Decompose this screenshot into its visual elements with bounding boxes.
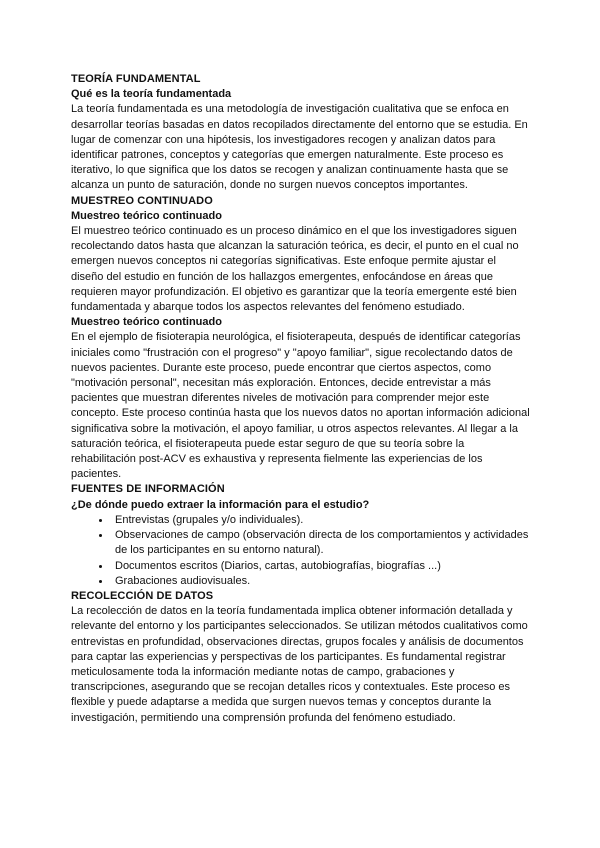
- paragraph-ejemplo-fisioterapia: En el ejemplo de fisioterapia neurológica, el fisioterapeuta, después de identificar categorías iniciales como "frustración con el progreso" y "apoyo familiar", sigue recolectando datos de nuevos pacientes. Durante este proceso, puede encontrar que ciertos aspectos, como "motivación personal", necesitan más exploración. Entonces, decide entrevistar a más pacientes que muestran diferentes niveles de motivación para comprender mejor este concepto. Este proceso continúa hasta que los nuevos datos no aportan información adicional significativa sobre la motivación, el apoyo familiar, u otros aspectos relevantes. Al llegar a la saturación teórica, el fisioterapeuta puede estar seguro de que su teoría sobre la rehabilitación post-ACV es exhaustiva y representa fielmente las experiencias de los pacientes.: [71, 331, 530, 481]
- section-subtitle-fuentes: ¿De dónde puedo extraer la información para el estudio?: [71, 498, 370, 511]
- list-item: • Documentos escritos (Diarios, cartas, autobiografías, biografías ...): [111, 559, 531, 574]
- section-subtitle-muestreo-teorico: Muestreo teórico continuado: [71, 209, 222, 222]
- paragraph-muestreo-teorico: El muestreo teórico continuado es un proceso dinámico en el que los investigadores siguen recolectando datos hasta que alcanzan la saturación teórica, es decir, el punto en el cual no emergen nuevos conceptos ni categorías significativas. Este enfoque permite ajustar el diseño del estudio en función de los hallazgos emergentes, enfocándose en áreas que requieren mayor profundización. El objetivo es garantizar que la teoría emergente esté bien fundamentada y abarque todos los aspectos relevantes del fenómeno estudiado.: [71, 225, 519, 314]
- section-title-fuentes: FUENTES DE INFORMACIÓN: [71, 483, 225, 496]
- sources-list: [71, 513, 531, 589]
- list-item: • Entrevistas (grupales y/o individuales).: [111, 513, 531, 528]
- paragraph-recoleccion: La recolección de datos en la teoría fundamentada implica obtener información detallada y relevante del entorno y los participantes seleccionados. Se utilizan métodos cualitativos como entrevistas en profundidad, observaciones directas, grupos focales y análisis de documentos para captar las experiencias y perspectivas de los participantes. Es fundamental registrar meticulosamente toda la información mediante notas de campo, grabaciones y transcripciones, asegurando que se recojan detalles ricos y contextuales. Este proceso es flexible y puede adaptarse a medida que surgen nuevos temas y conceptos durante la investigación, permitiendo una comprensión profunda del fenómeno estudiado.: [71, 605, 528, 724]
- section-title-recoleccion: RECOLECCIÓN DE DATOS: [71, 589, 214, 602]
- section-subtitle-que-es: Qué es la teoría fundamentada: [71, 88, 232, 101]
- section-subtitle-muestreo-teorico-ejemplo: Muestreo teórico continuado: [71, 316, 222, 329]
- section-title-muestreo-continuado: MUESTREO CONTINUADO: [71, 194, 213, 207]
- document-page: [71, 72, 531, 726]
- section-title-teoria-fundamental: TEORÍA FUNDAMENTAL: [71, 73, 201, 85]
- paragraph-teoria-fundamentada: La teoría fundamentada es una metodología de investigación cualitativa que se enfoca en desarrollar teorías basadas en datos recopilados directamente del entorno que se estudia. En lugar de comenzar con una hipótesis, los investigadores recogen y analizan datos para identificar patrones, conceptos y categorías que emergen naturalmente. Este proceso es iterativo, lo que significa que los datos se recogen y analizan continuamente hasta que se alcanza un punto de saturación, donde no surgen nuevos conceptos importantes.: [71, 103, 528, 192]
- list-item: • Grabaciones audiovisuales.: [111, 574, 531, 589]
- list-item: • Observaciones de campo (observación directa de los comportamientos y actividades de los participantes en su entorno natural).: [111, 528, 531, 558]
